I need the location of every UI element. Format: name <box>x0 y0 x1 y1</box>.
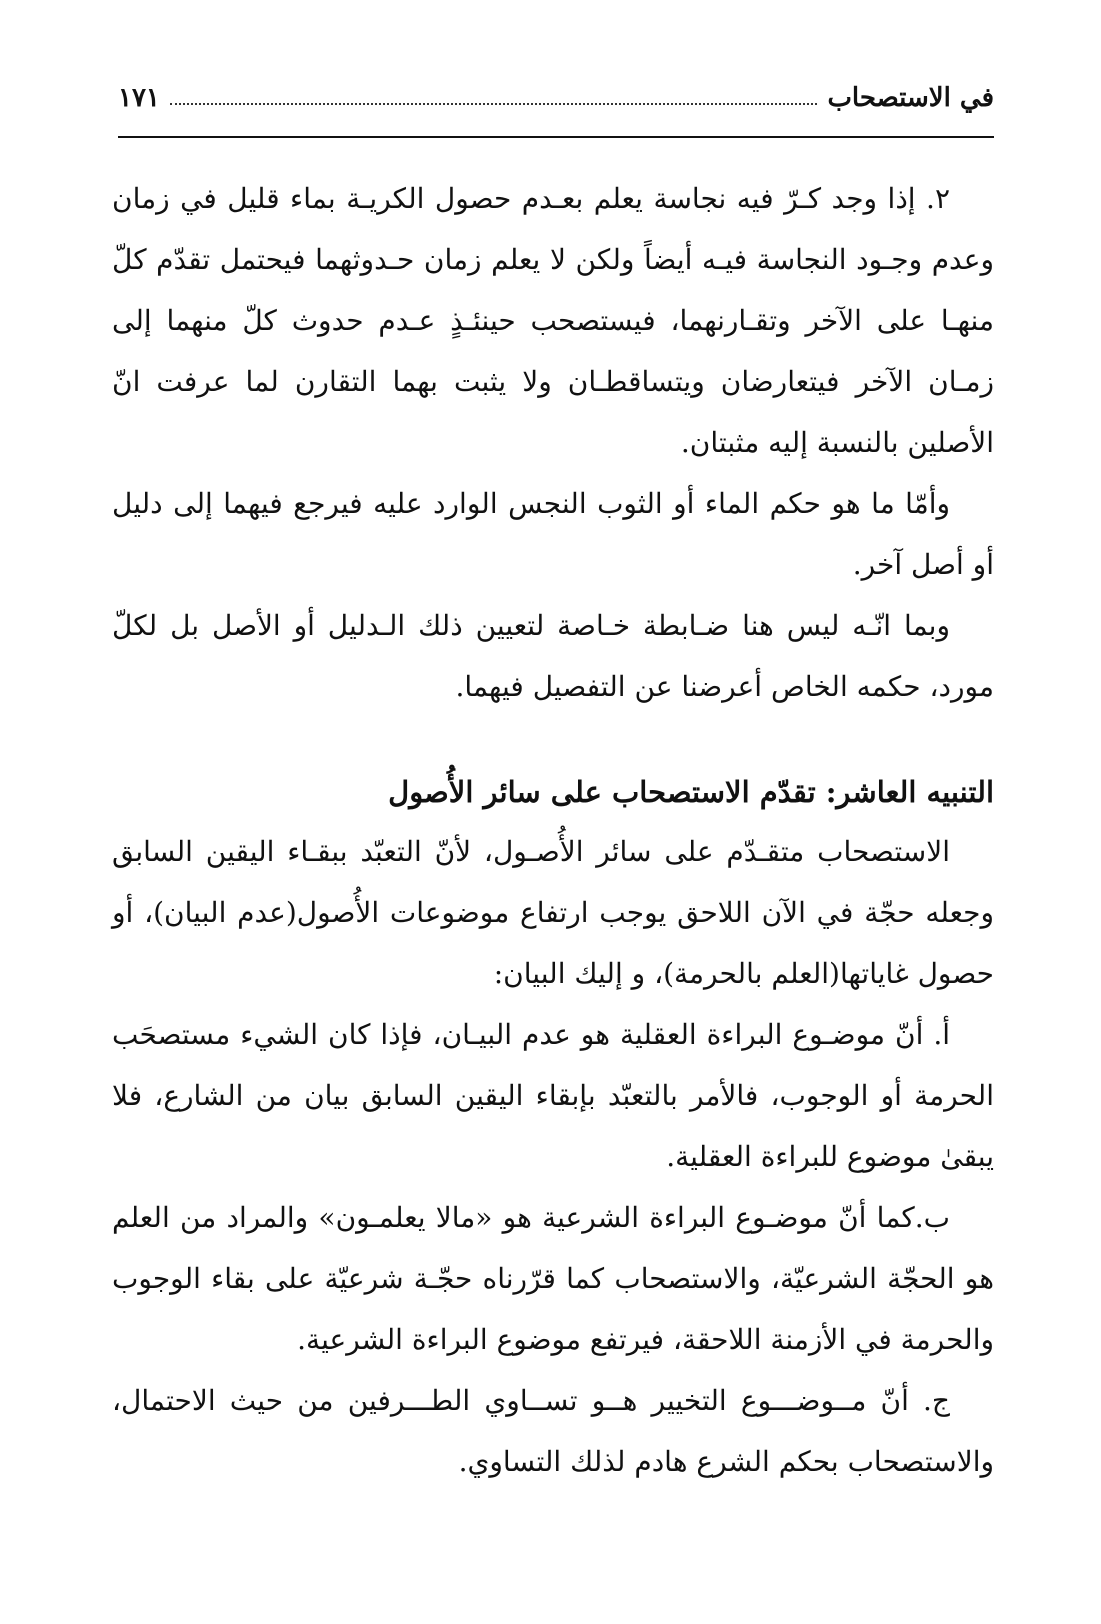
section-heading: التنبيه العاشر: تقدّم الاستصحاب على سائر الأُصول <box>388 775 994 809</box>
list-item-a: أ. أنّ موضـوع البراءة العقلية هو عدم البيـان، فإذا كان الشيء مستصحَب الحرمة أو الوجوب، فالأمر بالتعبّد بإبقاء اليقين السابق بيان من الشارع، فلا يبقىٰ موضوع للبراءة العقلية. <box>112 1018 994 1173</box>
list-item-b: ب.كما أنّ موضـوع البراءة الشرعية هو «مالا يعلمـون» والمراد من العلم هو الحجّة الشرعيّة، والاستصحاب كما قرّرناه حجّـة شرعيّة على بقاء الوجوب والحرمة في الأزمنة اللاحقة، فيرتفع موضوع البراءة الشرعية. <box>112 1201 994 1356</box>
list-item-c: ج. أنّ مــوضـــوع التخيير هــو تســاوي الطـــرفين من حيث الاحتمال، والاستصحاب بحكم الشرع هادم لذلك التساوي. <box>112 1384 994 1478</box>
page-number: ١٧١ <box>118 83 160 113</box>
running-header <box>118 78 994 118</box>
paragraph-example-2: ٢. إذا وجد كـرّ فيه نجاسة يعلم بعـدم حصول الكريـة بماء قليل في زمان وعدم وجـود النجاسة فيـه أيضاً ولكن لا يعلم زمان حـدوثهما فيحتمل تقدّم كلّ منهـا على الآخر وتقـارنهما، فيستصحب حينئـذٍ عـدم حدوث كلّ منهما إلى زمـان الآخر فيتعارضان ويتساقطـان ولا يثبت بهما التقارن لما عرفت انّ الأصلين بالنسبة إليه مثبتان. <box>112 182 994 459</box>
paragraph-no-criterion: وبما انّـه ليس هنا ضـابطة خـاصة لتعيين ذلك الـدليل أو الأصل بل لكلّ مورد، حكمه الخاص أعرضنا عن التفصيل فيهما. <box>112 609 994 703</box>
paragraph-ruling: وأمّا ما هو حكم الماء أو الثوب النجس الوارد عليه فيرجع فيهما إلى دليل أو أصل آخر. <box>112 487 994 581</box>
section-intro: الاستصحاب متقـدّم على سائر الأُصـول، لأنّ التعبّد ببقـاء اليقين السابق وجعله حجّة في الآن اللاحق يوجب ارتفاع موضوعات الأُصول(عدم البيان)، أو حصول غاياتها(العلم بالحرمة)، و إليك البيان: <box>112 835 994 990</box>
chapter-title: في الاستصحاب <box>827 83 994 113</box>
body-text <box>112 168 994 1492</box>
header-rule <box>118 136 994 138</box>
dotted-leader <box>170 103 818 105</box>
